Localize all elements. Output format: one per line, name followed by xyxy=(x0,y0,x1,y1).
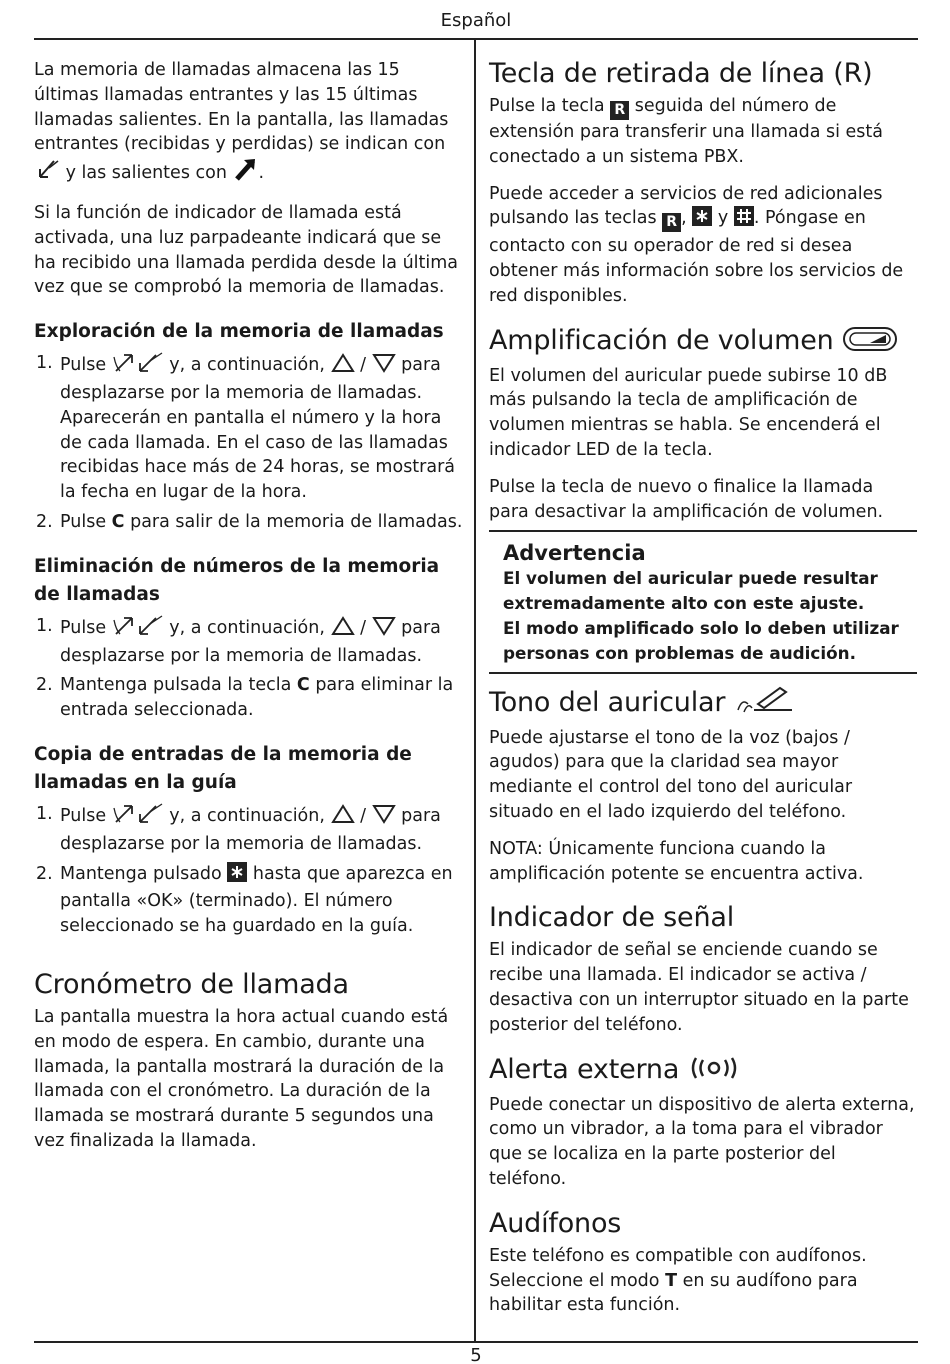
arrow-up-icon xyxy=(331,353,355,381)
alert-paragraph: Puede conectar un dispositivo de alerta externa, como un vibrador, a la toma para el vibrador que se localiza en la parte posterior del teléfono. xyxy=(489,1094,915,1189)
left-column xyxy=(34,58,466,1154)
section-title-alert: Alerta externa xyxy=(489,1054,917,1089)
section-title-signal: Indicador de señal xyxy=(489,902,735,934)
tone-paragraph-2: NOTA: Únicamente funciona cuando la amplificación potente se encuentra activa. xyxy=(489,838,864,884)
warning-title: Advertencia xyxy=(503,541,646,566)
list-item: 2. Mantenga pulsada la tecla C para eliminar la entrada seleccionada. xyxy=(36,675,454,721)
arrow-down-icon xyxy=(372,353,396,381)
list-item: 1. Pulse y, a continuación, / para desplazarse por la memoria de llamadas. xyxy=(36,803,441,854)
incoming-call-icon xyxy=(34,159,60,189)
hearing-paragraph: Este teléfono es compatible con audífonos. Seleccione el modo T en su audífono para habilitar esta función. xyxy=(489,1245,867,1316)
handset-tone-icon xyxy=(734,684,794,722)
section-title-boost: Amplificación de volumen xyxy=(489,325,917,360)
section-title-explore: Exploración de la memoria de llamadas xyxy=(34,321,444,343)
page-header-language: Español xyxy=(440,10,512,31)
tone-paragraph-1: Puede ajustarse el tono de la voz (bajos / agudos) para que la claridad sea mayor mediante el control del tono del auricular situado en el lado izquierdo del teléfono. xyxy=(489,727,853,822)
recall-paragraph-2: Puede acceder a servicios de red adicionales pulsando las teclas R , y . Póngase en contacto con su operador de red si desea obtener más información sobre los servicios de red disponibles. xyxy=(489,183,904,306)
call-log-key-icon xyxy=(112,351,164,381)
call-log-key-icon xyxy=(112,614,164,644)
section-title-tone: Tono del auricular xyxy=(489,684,917,722)
delete-steps xyxy=(34,614,466,723)
boost-paragraph-1: El volumen del auricular puede subirse 10 dB más pulsando la tecla de amplificación de volumen mientras se habla. Se encenderá el indicador LED de la tecla. xyxy=(489,365,888,460)
arrow-down-icon xyxy=(372,804,396,832)
arrow-up-icon xyxy=(331,616,355,644)
recall-paragraph-1: Pulse la tecla R seguida del número de extensión para transferir una llamada si está conectado a un sistema PBX. xyxy=(489,96,884,167)
outgoing-call-icon xyxy=(233,157,259,189)
key-c-label: C xyxy=(111,511,125,532)
intro-paragraph-2: Si la función de indicador de llamada está activada, una luz parpadeante indicará que se ha recibido una llamada perdida desde la última vez que se comprobó la memoria de llamadas. xyxy=(34,202,459,298)
r-key-icon: R xyxy=(610,101,629,120)
vibration-alert-icon xyxy=(688,1055,740,1089)
column-divider xyxy=(474,40,476,1342)
star-key-icon xyxy=(227,862,247,890)
section-title-copy: Copia de entradas de la memoria de llamadas en la guía xyxy=(34,743,412,793)
footer-rule xyxy=(34,1341,918,1343)
call-log-key-icon xyxy=(112,802,164,832)
volume-boost-icon xyxy=(842,326,898,360)
star-key-icon xyxy=(692,206,712,234)
section-title-timer: Cronómetro de llamada xyxy=(34,968,349,1000)
page-number: 5 xyxy=(470,1345,482,1364)
t-mode-label: T xyxy=(665,1270,678,1291)
signal-paragraph: El indicador de señal se enciende cuando se recibe una llamada. El indicador se activa / desactiva con un interruptor situado en la parte posterior del teléfono. xyxy=(489,940,909,1035)
section-title-delete: Eliminación de números de la memoria de llamadas xyxy=(34,555,440,605)
list-item: 2. Mantenga pulsado hasta que aparezca en pantalla «OK» (terminado). El número seleccionado se ha guardado en la guía. xyxy=(36,863,453,937)
list-item: 2. Pulse C para salir de la memoria de llamadas. xyxy=(36,511,463,532)
list-item: 1. Pulse y, a continuación, / para desplazarse por la memoria de llamadas. xyxy=(36,615,441,666)
timer-paragraph: La pantalla muestra la hora actual cuando está en modo de espera. En cambio, durante una llamada, la pantalla mostrará la duración de la llamada con el cronómetro. La duración de la llamada se mostrará durante 5 segundos una vez finalizada la llamada. xyxy=(34,1006,449,1151)
arrow-down-icon xyxy=(372,616,396,644)
copy-steps xyxy=(34,802,466,939)
warning-text-2: El modo amplificado solo lo deben utilizar personas con problemas de audición. xyxy=(503,617,899,663)
header-rule xyxy=(34,38,918,40)
warning-box xyxy=(489,530,917,673)
warning-text-1: El volumen del auricular puede resultar extremadamente alto con este ajuste. xyxy=(503,568,878,614)
arrow-up-icon xyxy=(331,804,355,832)
section-title-hearing: Audífonos xyxy=(489,1207,622,1239)
intro-paragraph-1: La memoria de llamadas almacena las 15 últimas llamadas entrantes y las 15 últimas llamadas salientes. En la pantalla, las llamadas entrantes (recibidas y perdidas) se indican con y las salientes con . xyxy=(34,58,466,189)
list-item: 1. Pulse y, a continuación, / para desplazarse por la memoria de llamadas. Aparecerán en pantalla el número y la hora de cada llamada. En el caso de las llamadas recibidas hace más de 24 horas, se mostrará la fecha en lugar de la hora. xyxy=(36,353,456,503)
key-c-label: C xyxy=(296,675,310,696)
section-title-recall: Tecla de retirada de línea (R) xyxy=(489,58,873,89)
right-column xyxy=(489,58,917,1318)
r-key-icon: R xyxy=(662,213,681,232)
explore-steps xyxy=(34,351,466,535)
boost-paragraph-2: Pulse la tecla de nuevo o finalice la llamada para desactivar la amplificación de volumen. xyxy=(489,476,884,522)
hash-key-icon xyxy=(734,206,754,234)
